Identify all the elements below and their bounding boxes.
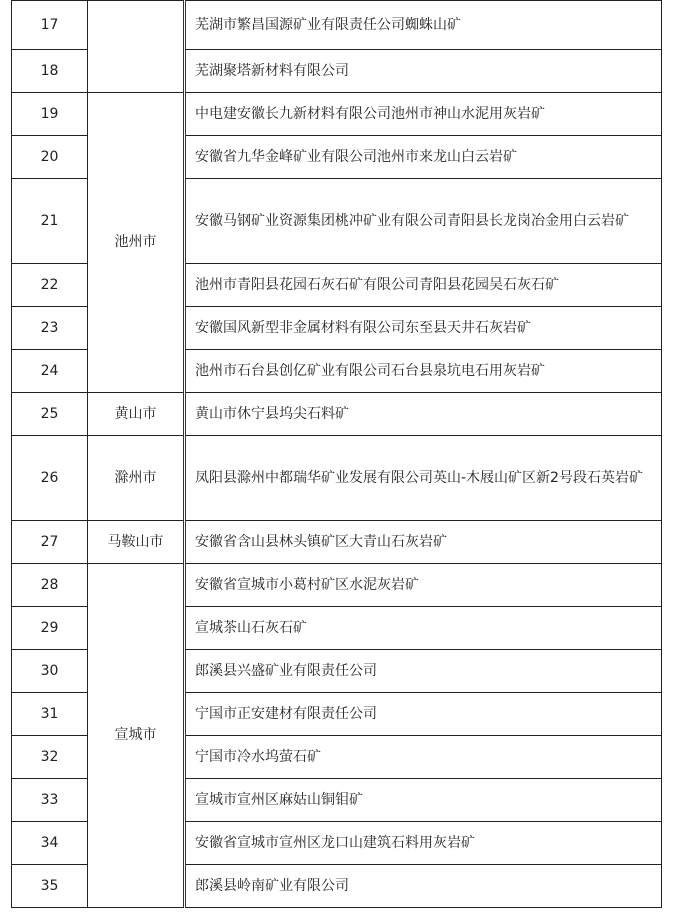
row-number: 29 (12, 607, 88, 650)
table-row (12, 564, 662, 607)
row-number: 31 (12, 693, 88, 736)
mine-name: 安徽国风新型非金属材料有限公司东至县天井石灰岩矿 (185, 307, 662, 350)
mine-list-body (12, 1, 662, 908)
row-number: 30 (12, 650, 88, 693)
mine-name: 宣城茶山石灰石矿 (185, 607, 662, 650)
mine-name: 宣城市宣州区麻姑山铜钼矿 (185, 779, 662, 822)
table-row (12, 93, 662, 136)
table-row (12, 521, 662, 564)
row-number: 21 (12, 179, 88, 264)
row-number: 20 (12, 136, 88, 179)
mine-name: 安徽省九华金峰矿业有限公司池州市来龙山白云岩矿 (185, 136, 662, 179)
row-number: 23 (12, 307, 88, 350)
row-number: 26 (12, 436, 88, 521)
city-cell (88, 1, 185, 93)
city-cell: 池州市 (88, 93, 185, 393)
mine-name: 黄山市休宁县坞尖石料矿 (185, 393, 662, 436)
row-number: 19 (12, 93, 88, 136)
city-cell: 宣城市 (88, 564, 185, 908)
row-number: 34 (12, 822, 88, 865)
row-number: 18 (12, 50, 88, 93)
mine-name: 中电建安徽长九新材料有限公司池州市神山水泥用灰岩矿 (185, 93, 662, 136)
mine-name: 芜湖聚塔新材料有限公司 (185, 50, 662, 93)
row-number: 22 (12, 264, 88, 307)
row-number: 27 (12, 521, 88, 564)
row-number: 32 (12, 736, 88, 779)
mine-list-table (11, 0, 662, 908)
table-row (12, 1, 662, 50)
mine-name: 郎溪县兴盛矿业有限责任公司 (185, 650, 662, 693)
mine-name: 宁国市冷水坞萤石矿 (185, 736, 662, 779)
row-number: 25 (12, 393, 88, 436)
mine-name: 芜湖市繁昌国源矿业有限责任公司蜘蛛山矿 (185, 1, 662, 50)
table-row (12, 436, 662, 521)
mine-name: 郎溪县岭南矿业有限公司 (185, 865, 662, 908)
row-number: 28 (12, 564, 88, 607)
mine-name: 安徽省宣城市宣州区龙口山建筑石料用灰岩矿 (185, 822, 662, 865)
mine-name: 宁国市正安建材有限责任公司 (185, 693, 662, 736)
city-cell: 黄山市 (88, 393, 185, 436)
row-number: 33 (12, 779, 88, 822)
mine-name: 凤阳县滁州中都瑞华矿业发展有限公司英山-木屐山矿区新2号段石英岩矿 (185, 436, 662, 521)
mine-name: 池州市石台县创亿矿业有限公司石台县泉坑电石用灰岩矿 (185, 350, 662, 393)
city-cell: 滁州市 (88, 436, 185, 521)
row-number: 17 (12, 1, 88, 50)
mine-name: 安徽省含山县林头镇矿区大青山石灰岩矿 (185, 521, 662, 564)
row-number: 24 (12, 350, 88, 393)
city-cell: 马鞍山市 (88, 521, 185, 564)
table-row (12, 393, 662, 436)
mine-name: 安徽马钢矿业资源集团桃冲矿业有限公司青阳县长龙岗冶金用白云岩矿 (185, 179, 662, 264)
mine-name: 安徽省宣城市小葛村矿区水泥灰岩矿 (185, 564, 662, 607)
row-number: 35 (12, 865, 88, 908)
mine-name: 池州市青阳县花园石灰石矿有限公司青阳县花园吴石灰石矿 (185, 264, 662, 307)
